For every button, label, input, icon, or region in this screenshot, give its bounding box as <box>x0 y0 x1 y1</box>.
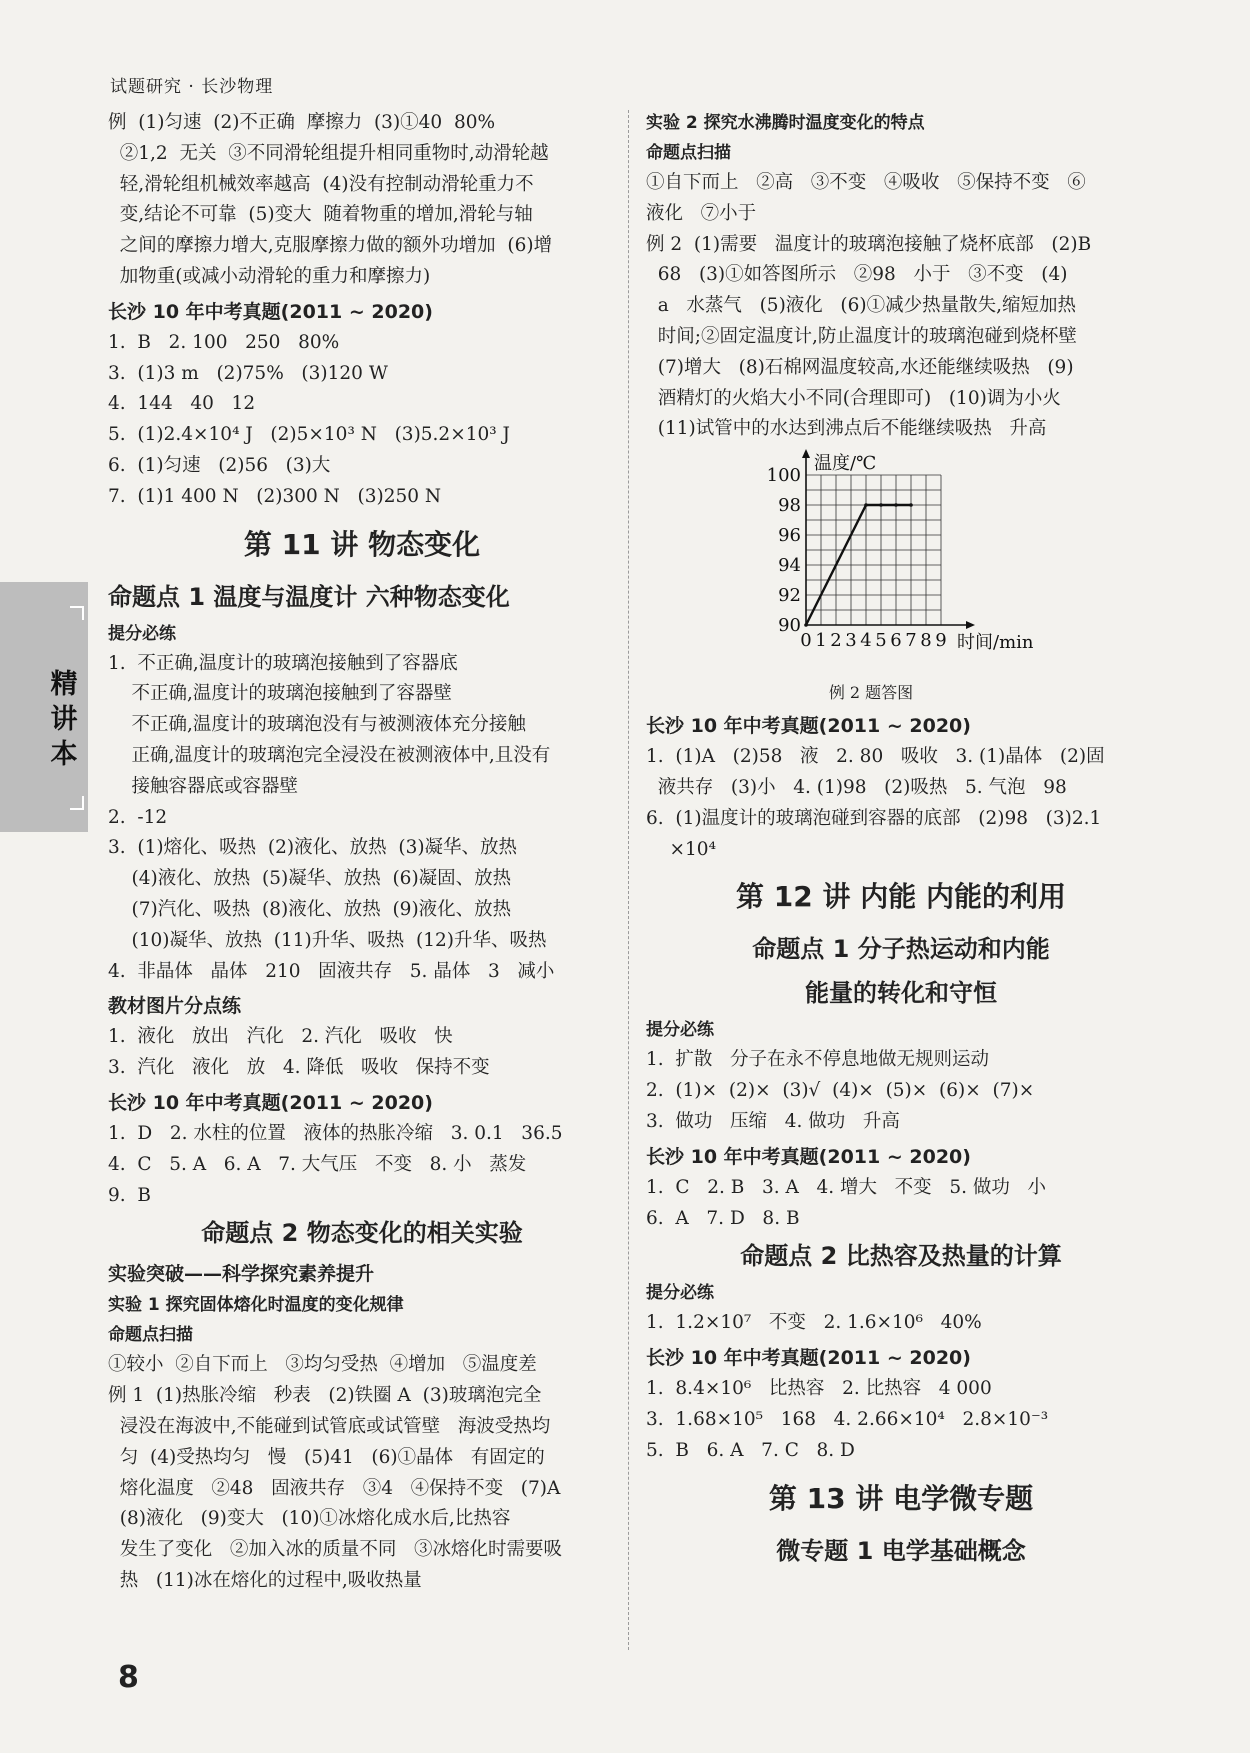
page-number: 8 <box>118 1660 139 1695</box>
topic-heading: 命题点 1 温度与温度计 六种物态变化 <box>108 582 510 611</box>
sub-heading: 提分必练 <box>108 623 176 644</box>
side-tab-char: 精 <box>50 669 78 700</box>
answer-line: 例 (1)匀速 (2)不正确 摩擦力 (3)①40 80% <box>108 112 496 133</box>
section-heading: 教材图片分点练 <box>108 995 242 1018</box>
topic-heading: 命题点 2 比热容及热量的计算 <box>740 1242 1062 1271</box>
chart-svg <box>756 445 1056 675</box>
sub-heading: 命题点扫描 <box>646 143 731 163</box>
x-tick-label: 7 <box>905 630 917 652</box>
answer-line: 5. (1)2.4×10⁴ J (2)5×10³ N (3)5.2×10³ J <box>108 424 510 446</box>
side-tab <box>0 582 88 832</box>
answer-line: 1. 8.4×10⁶ 比热容 2. 比热容 4 000 <box>646 1378 992 1400</box>
y-axis-arrow <box>802 449 810 458</box>
answer-line: ②1,2 无关 ③不同滑轮组提升相同重物时,动滑轮越 <box>108 142 549 164</box>
answer-line: 68 (3)①如答图所示 ②98 小于 ③不变 (4) <box>646 264 1068 286</box>
y-tick-label: 92 <box>778 585 801 607</box>
x-tick-label: 5 <box>875 630 887 652</box>
answer-line: 6. (1)匀速 (2)56 (3)大 <box>108 454 331 476</box>
topic-heading: 命题点 1 分子热运动和内能 <box>752 935 1050 964</box>
answer-line: a 水蒸气 (5)液化 (6)①减少热量散失,缩短加热 <box>646 295 1077 317</box>
answer-line: 2. -12 <box>108 806 168 828</box>
answer-line: 1. 1.2×10⁷ 不变 2. 1.6×10⁶ 40% <box>646 1312 982 1334</box>
side-tab-char: 本 <box>50 739 78 770</box>
side-tab-char: 讲 <box>50 704 78 735</box>
y-tick-label: 96 <box>778 525 801 547</box>
answer-line: 浸没在海波中,不能碰到试管底或试管壁 海波受热均 <box>108 1415 551 1437</box>
answer-line: 5. B 6. A 7. C 8. D <box>646 1439 855 1461</box>
answer-line: 例 2 (1)需要 温度计的玻璃泡接触了烧杯底部 (2)B <box>646 233 1092 255</box>
answer-line: 2. (1)× (2)× (3)√ (4)× (5)× (6)× (7)× <box>646 1080 1035 1102</box>
tab-corner-top <box>70 606 84 620</box>
chart-caption: 例 2 题答图 <box>828 683 914 703</box>
x-tick-label: 6 <box>890 630 902 652</box>
topic-heading: 微专题 1 电学基础概念 <box>776 1536 1026 1565</box>
y-tick-label: 98 <box>778 495 801 517</box>
sub-heading: 实验 2 探究水沸腾时温度变化的特点 <box>646 113 925 133</box>
x-tick-label: 3 <box>845 630 857 652</box>
answer-line: 3. 做功 压缩 4. 做功 升高 <box>646 1110 900 1132</box>
answer-line: 4. 非晶体 晶体 210 固液共存 5. 晶体 3 减小 <box>108 960 555 982</box>
x-axis-label: 时间/min <box>957 632 1034 654</box>
answer-line: 变,结论不可靠 (5)变大 随着物重的增加,滑轮与轴 <box>108 204 533 226</box>
section-heading: 长沙 10 年中考真题(2011 ~ 2020) <box>108 1091 433 1114</box>
lecture-title: 第 12 讲 内能 内能的利用 <box>736 880 1066 914</box>
answer-line: 3. (1)3 m (2)75% (3)120 W <box>108 362 388 384</box>
lecture-title: 第 11 讲 物态变化 <box>243 527 481 561</box>
section-heading: 长沙 10 年中考真题(2011 ~ 2020) <box>646 1145 971 1168</box>
x-tick-label: 9 <box>935 630 947 652</box>
answer-line: 轻,滑轮组机械效率越高 (4)没有控制动滑轮重力不 <box>108 173 534 195</box>
x-axis-arrow <box>966 621 975 629</box>
answer-line: 液化 ⑦小于 <box>646 202 757 224</box>
data-point <box>804 623 808 627</box>
answer-line: (7)汽化、吸热 (8)液化、放热 (9)液化、放热 <box>108 898 512 920</box>
answer-line: 4. 144 40 12 <box>108 393 256 415</box>
answer-line: 正确,温度计的玻璃泡完全浸没在被测液体中,且没有 <box>108 744 551 766</box>
right-top-block <box>646 108 1156 445</box>
answer-line: 发生了变化 ②加入冰的质量不同 ③冰熔化时需要吸 <box>108 1539 563 1561</box>
boiling-chart <box>756 445 1156 679</box>
answer-line: 加物重(或减小动滑轮的重力和摩擦力) <box>108 265 431 287</box>
answer-line: 1. C 2. B 3. A 4. 增大 不变 5. 做功 小 <box>646 1176 1046 1198</box>
answer-line: 1. 不正确,温度计的玻璃泡接触到了容器底 <box>108 652 458 674</box>
right-bottom-block <box>646 710 1156 1572</box>
data-point <box>894 503 898 507</box>
left-column <box>108 108 616 1597</box>
running-header: 试题研究 · 长沙物理 <box>110 77 274 97</box>
y-tick-label: 90 <box>778 615 801 637</box>
answer-line: 3. 1.68×10⁵ 168 4. 2.66×10⁴ 2.8×10⁻³ <box>646 1408 1049 1430</box>
topic-heading: 能量的转化和守恒 <box>805 979 997 1008</box>
section-heading: 长沙 10 年中考真题(2011 ~ 2020) <box>646 715 971 738</box>
answer-line: 1. B 2. 100 250 80% <box>108 331 340 353</box>
answer-line: 1. (1)A (2)58 液 2. 80 吸收 3. (1)晶体 (2)固 <box>646 746 1105 768</box>
answer-line: (11)试管中的水达到沸点后不能继续吸热 升高 <box>646 418 1047 440</box>
x-tick-label: 0 <box>800 630 812 652</box>
answer-line: 6. (1)温度计的玻璃泡碰到容器的底部 (2)98 (3)2.1 <box>646 807 1102 829</box>
section-heading: 实验突破——科学探究素养提升 <box>108 1263 375 1286</box>
y-axis-label: 温度/℃ <box>814 453 877 475</box>
answer-line: ①较小 ②自下而上 ③均匀受热 ④增加 ⑤温度差 <box>108 1354 537 1376</box>
answer-line: 3. 汽化 液化 放 4. 降低 吸收 保持不变 <box>108 1057 490 1079</box>
section-heading: 长沙 10 年中考真题(2011 ~ 2020) <box>646 1347 971 1370</box>
answer-line: ①自下而上 ②高 ③不变 ④吸收 ⑤保持不变 ⑥ <box>646 172 1086 193</box>
tab-corner-bottom <box>70 796 84 810</box>
data-point <box>879 503 883 507</box>
answer-line: 1. 液化 放出 汽化 2. 汽化 吸收 快 <box>108 1026 453 1048</box>
answer-line: 时间;②固定温度计,防止温度计的玻璃泡碰到烧杯壁 <box>646 325 1077 347</box>
answer-line: 1. D 2. 水柱的位置 液体的热胀冷缩 3. 0.1 36.5 <box>108 1122 563 1144</box>
column-divider <box>628 110 629 1650</box>
answer-line: 不正确,温度计的玻璃泡接触到了容器壁 <box>108 683 452 705</box>
answer-line: 例 1 (1)热胀冷缩 秒表 (2)铁圈 A (3)玻璃泡完全 <box>108 1385 542 1407</box>
answer-line: 酒精灯的火焰大小不同(合理即可) (10)调为小火 <box>646 387 1061 409</box>
topic-heading: 命题点 2 物态变化的相关实验 <box>201 1219 523 1248</box>
sub-heading: 命题点扫描 <box>108 1325 193 1346</box>
section-heading: 长沙 10 年中考真题(2011 ~ 2020) <box>108 300 433 323</box>
answer-line: (7)增大 (8)石棉网温度较高,水还能继续吸热 (9) <box>646 356 1074 378</box>
answer-line: 不正确,温度计的玻璃泡没有与被测液体充分接触 <box>108 714 526 736</box>
data-point <box>864 503 868 507</box>
sub-heading: 提分必练 <box>646 1283 714 1304</box>
right-column <box>646 108 1156 1573</box>
x-tick-label: 2 <box>830 630 842 652</box>
y-tick-label: 100 <box>766 465 801 487</box>
answer-line: 6. A 7. D 8. B <box>646 1207 800 1229</box>
answer-line: 7. (1)1 400 N (2)300 N (3)250 N <box>108 485 442 507</box>
x-tick-label: 4 <box>860 630 872 652</box>
x-tick-label: 8 <box>920 630 932 652</box>
lecture-title: 第 13 讲 电学微专题 <box>768 1481 1034 1515</box>
answer-line: 1. 扩散 分子在永不停息地做无规则运动 <box>646 1049 990 1071</box>
answer-line: 4. C 5. A 6. A 7. 大气压 不变 8. 小 蒸发 <box>108 1153 527 1175</box>
data-point <box>909 503 913 507</box>
x-tick-label: 1 <box>815 630 827 652</box>
sub-heading: 实验 1 探究固体熔化时温度的变化规律 <box>108 1295 404 1316</box>
y-tick-label: 94 <box>778 555 801 577</box>
answer-line: 熔化温度 ②48 固液共存 ③4 ④保持不变 (7)A <box>108 1477 561 1499</box>
answer-line: (4)液化、放热 (5)凝华、放热 (6)凝固、放热 <box>108 868 512 890</box>
answer-line: 接触容器底或容器壁 <box>108 775 299 797</box>
sub-heading: 提分必练 <box>646 1020 714 1041</box>
answer-line: 液共存 (3)小 4. (1)98 (2)吸热 5. 气泡 98 <box>646 776 1067 798</box>
answer-line: 热 (11)冰在熔化的过程中,吸收热量 <box>108 1569 422 1591</box>
answer-line: 匀 (4)受热均匀 慢 (5)41 (6)①晶体 有固定的 <box>108 1446 545 1468</box>
answer-line: 之间的摩擦力增大,克服摩擦力做的额外功增加 (6)增 <box>108 235 553 257</box>
answer-line: (10)凝华、放热 (11)升华、吸热 (12)升华、吸热 <box>108 929 547 951</box>
answer-line: ×10⁴ <box>646 838 716 860</box>
answer-line: 3. (1)熔化、吸热 (2)液化、放热 (3)凝华、放热 <box>108 837 518 859</box>
answer-line: 9. B <box>108 1184 152 1206</box>
answer-line: (8)液化 (9)变大 (10)①冰熔化成水后,比热容 <box>108 1508 511 1530</box>
